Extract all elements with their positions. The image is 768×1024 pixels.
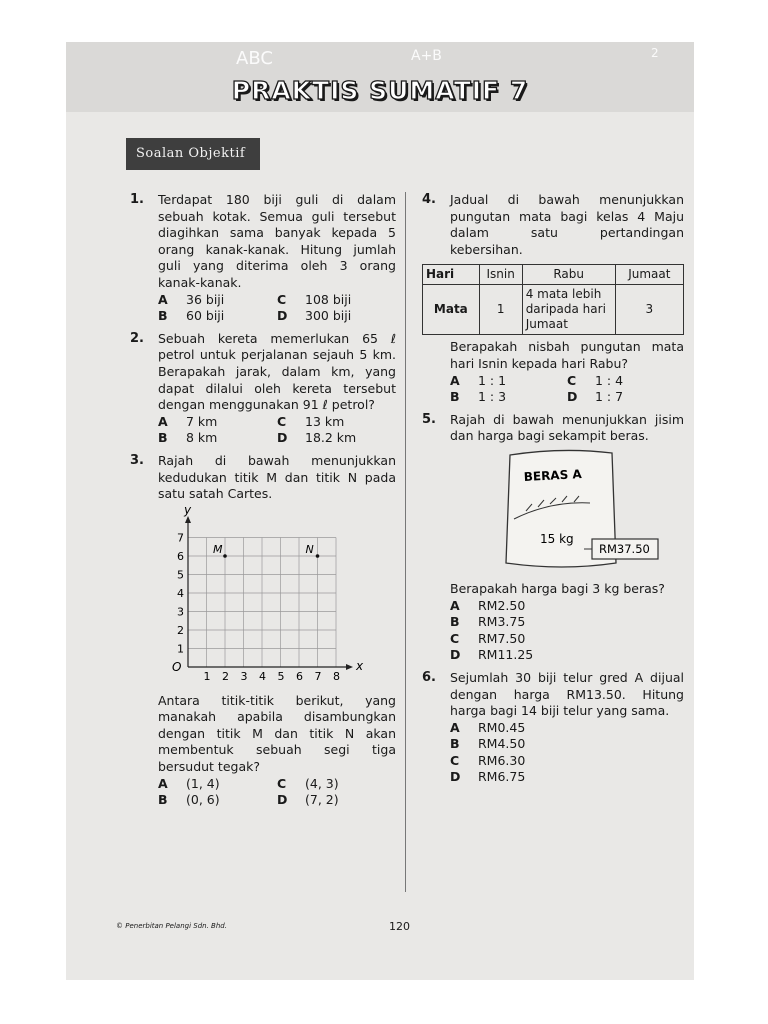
x-tick-label: 3 (240, 669, 248, 683)
origin-label: O (172, 659, 182, 674)
x-tick-label: 2 (222, 669, 229, 683)
y-tick-label: 1 (177, 642, 184, 656)
point-label: M (213, 542, 223, 556)
option-letter: B (450, 614, 460, 630)
option-letter: A (450, 597, 460, 613)
right-column (422, 192, 684, 792)
option-letter: D (277, 430, 288, 446)
option-text: RM7.50 (478, 630, 526, 646)
option-b[interactable] (158, 308, 277, 325)
option-text: RM3.75 (478, 614, 526, 630)
x-tick-label: 1 (203, 669, 211, 683)
option-letter: C (277, 413, 287, 429)
question-text: Rajah di bawah menunjukkan kedudukan titik M dan titik N pada satu satah Cartes. (158, 452, 396, 502)
option-letter: B (450, 736, 460, 752)
question-5 (422, 412, 684, 664)
table-cell: 1 (479, 285, 522, 335)
option-c[interactable] (450, 631, 684, 648)
option-text: 60 biji (186, 308, 225, 324)
x-tick-label: 5 (277, 669, 285, 683)
option-text: 13 km (305, 413, 345, 429)
y-tick-label: 3 (177, 605, 184, 619)
price-label: RM37.50 (599, 541, 650, 556)
section-label: Soalan Objektif (126, 138, 260, 170)
y-tick-label: 7 (177, 531, 184, 545)
table-header-cell: Rabu (522, 265, 615, 285)
table-header-cell: Hari (423, 265, 480, 285)
option-c[interactable] (567, 373, 684, 390)
option-text: RM6.75 (478, 769, 526, 785)
option-text: (0, 6) (186, 792, 220, 808)
option-letter: A (158, 291, 168, 307)
bag-brand: BERAS A (523, 466, 583, 484)
table-row (423, 285, 684, 335)
option-text: 36 biji (186, 291, 225, 307)
option-d[interactable] (450, 769, 684, 786)
question-number: 4. (422, 192, 436, 207)
table-header-cell: Jumaat (615, 265, 683, 285)
point-label: N (305, 542, 314, 556)
option-text: RM6.30 (478, 752, 526, 768)
question-4 (422, 192, 684, 258)
table-header-row (423, 265, 684, 285)
table-cell: 4 mata lebih daripada hari Jumaat (522, 285, 615, 335)
question-number: 1. (130, 192, 144, 207)
option-b[interactable] (158, 792, 277, 809)
option-text: RM2.50 (478, 597, 526, 613)
option-text: 300 biji (305, 308, 352, 324)
question-number: 2. (130, 330, 144, 346)
option-letter: A (450, 719, 460, 735)
x-tick-label: 8 (333, 669, 340, 683)
option-letter: D (450, 647, 461, 663)
option-b[interactable] (450, 736, 684, 753)
question-4-part-2 (422, 339, 684, 405)
option-b[interactable] (450, 614, 684, 631)
option-a[interactable] (158, 776, 277, 793)
option-text: 18.2 km (305, 430, 357, 446)
option-text: 1 : 3 (478, 389, 507, 405)
question-6 (422, 670, 684, 786)
answer-options (158, 414, 396, 447)
book-page-photo (66, 42, 694, 980)
header-doodle-abc: ABC (236, 48, 273, 69)
option-c[interactable] (277, 776, 396, 793)
option-letter: B (450, 389, 460, 405)
x-axis-label: x (356, 658, 364, 673)
y-tick-label: 6 (177, 549, 184, 563)
y-axis-label: y (184, 506, 192, 517)
option-text: RM4.50 (478, 736, 526, 752)
question-1 (130, 192, 396, 325)
option-a[interactable] (158, 292, 277, 309)
question-3 (130, 453, 396, 809)
option-text: 108 biji (305, 291, 352, 307)
x-tick-label: 7 (314, 669, 322, 683)
option-letter: C (567, 372, 577, 388)
question-text: Rajah di bawah menunjukkan jisim dan harga bagi sekampit beras. (450, 411, 684, 444)
option-letter: D (277, 792, 288, 808)
option-letter: D (567, 389, 578, 405)
page-title: PRAKTIS SUMATIF 7 (231, 76, 529, 105)
cartesian-plane (164, 507, 364, 687)
option-letter: B (158, 430, 168, 446)
option-c[interactable] (277, 292, 396, 309)
option-text: (4, 3) (305, 775, 339, 791)
option-text: RM11.25 (478, 647, 534, 663)
column-divider (405, 192, 406, 892)
y-tick-label: 4 (177, 586, 184, 600)
table-header-cell: Isnin (479, 265, 522, 285)
x-tick-label: 4 (259, 669, 266, 683)
option-a[interactable] (450, 598, 684, 615)
header-doodle-two: 2 (651, 46, 659, 60)
option-text: (7, 2) (305, 792, 339, 808)
question-number: 3. (130, 452, 144, 468)
question-number: 5. (422, 411, 436, 427)
answer-options (158, 776, 396, 809)
option-text: (1, 4) (186, 775, 220, 791)
y-tick-label: 2 (177, 623, 184, 637)
option-letter: B (158, 792, 168, 808)
publisher-credit: © Penerbitan Pelangi Sdn. Bhd. (116, 922, 227, 930)
option-c[interactable] (450, 753, 684, 770)
option-letter: A (158, 413, 168, 429)
answer-options (450, 373, 684, 406)
answer-options (450, 598, 684, 664)
option-letter: C (450, 752, 460, 768)
x-tick-label: 6 (296, 669, 303, 683)
page-number: 120 (389, 920, 410, 933)
answer-options (158, 292, 396, 325)
option-d[interactable] (567, 389, 684, 406)
option-letter: A (158, 775, 168, 791)
option-text: 1 : 1 (478, 372, 507, 388)
option-d[interactable] (277, 430, 396, 447)
rice-bag-illustration (422, 445, 684, 581)
score-table (422, 264, 684, 335)
option-text: 1 : 7 (595, 389, 624, 405)
option-text: 8 km (186, 430, 218, 446)
option-a[interactable] (158, 414, 277, 431)
graph-points (213, 543, 319, 558)
option-c[interactable] (277, 414, 396, 431)
header-doodle-aplusb: A+B (411, 48, 442, 64)
x-axis-arrow (346, 664, 353, 670)
table-cell: 3 (615, 285, 683, 335)
option-d[interactable] (277, 792, 396, 809)
option-letter: A (450, 372, 460, 388)
y-tick-labels (177, 531, 184, 655)
y-axis-arrow (185, 516, 191, 523)
x-tick-labels (204, 670, 341, 683)
option-b[interactable] (450, 389, 567, 406)
option-letter: C (277, 775, 287, 791)
option-d[interactable] (277, 308, 396, 325)
question-number: 6. (422, 669, 436, 685)
option-d[interactable] (450, 647, 684, 664)
question-text: Sejumlah 30 biji telur gred A dijual dengan harga RM13.50. Hitung harga bagi 14 biji telur yang sama. (450, 669, 684, 719)
question-text: Jadual di bawah menunjukkan pungutan mata bagi kelas 4 Maju dalam satu pertandingan kebersihan. (450, 192, 684, 257)
y-tick-label: 5 (177, 568, 184, 582)
option-text: 1 : 4 (595, 372, 624, 388)
option-letter: D (450, 769, 461, 785)
point-n (316, 554, 320, 558)
question-2 (130, 331, 396, 447)
answer-options (450, 720, 684, 786)
question-text-2: Antara titik-titik berikut, yang manakah apabila disambungkan dengan titik M dan titik N akan membentuk sebuah segi tiga bersudut tegak? (158, 692, 396, 775)
point-m (223, 554, 227, 558)
question-text: Sebuah kereta memerlukan 65 ℓ petrol untuk perjalanan sejauh 5 km. Berapakah jarak, dalam km, yang dapat dilalui oleh kereta tersebut dengan menggunakan 91 ℓ petrol? (158, 330, 396, 413)
option-text: RM0.45 (478, 719, 526, 735)
graph-grid (188, 537, 336, 667)
left-column (130, 192, 396, 815)
option-letter: B (158, 308, 168, 324)
question-text: Terdapat 180 biji guli di dalam sebuah kotak. Semua guli tersebut diagihkan sama banyak kepada 5 orang kanak-kanak. Hitung jumlah guli yang diterima oleh 3 orang kanak-kanak. (158, 192, 396, 290)
rice-bag-figure (422, 445, 684, 581)
bag-mass: 15 kg (540, 531, 574, 546)
option-a[interactable] (450, 720, 684, 737)
question-text-2: Berapakah nisbah pungutan mata hari Isnin kepada hari Rabu? (450, 339, 684, 371)
table-cell: Mata (423, 285, 480, 335)
option-text: 7 km (186, 413, 218, 429)
option-letter: D (277, 308, 288, 324)
question-text-2: Berapakah harga bagi 3 kg beras? (450, 580, 665, 596)
option-letter: C (450, 630, 460, 646)
option-b[interactable] (158, 430, 277, 447)
option-letter: C (277, 291, 287, 307)
option-a[interactable] (450, 373, 567, 390)
